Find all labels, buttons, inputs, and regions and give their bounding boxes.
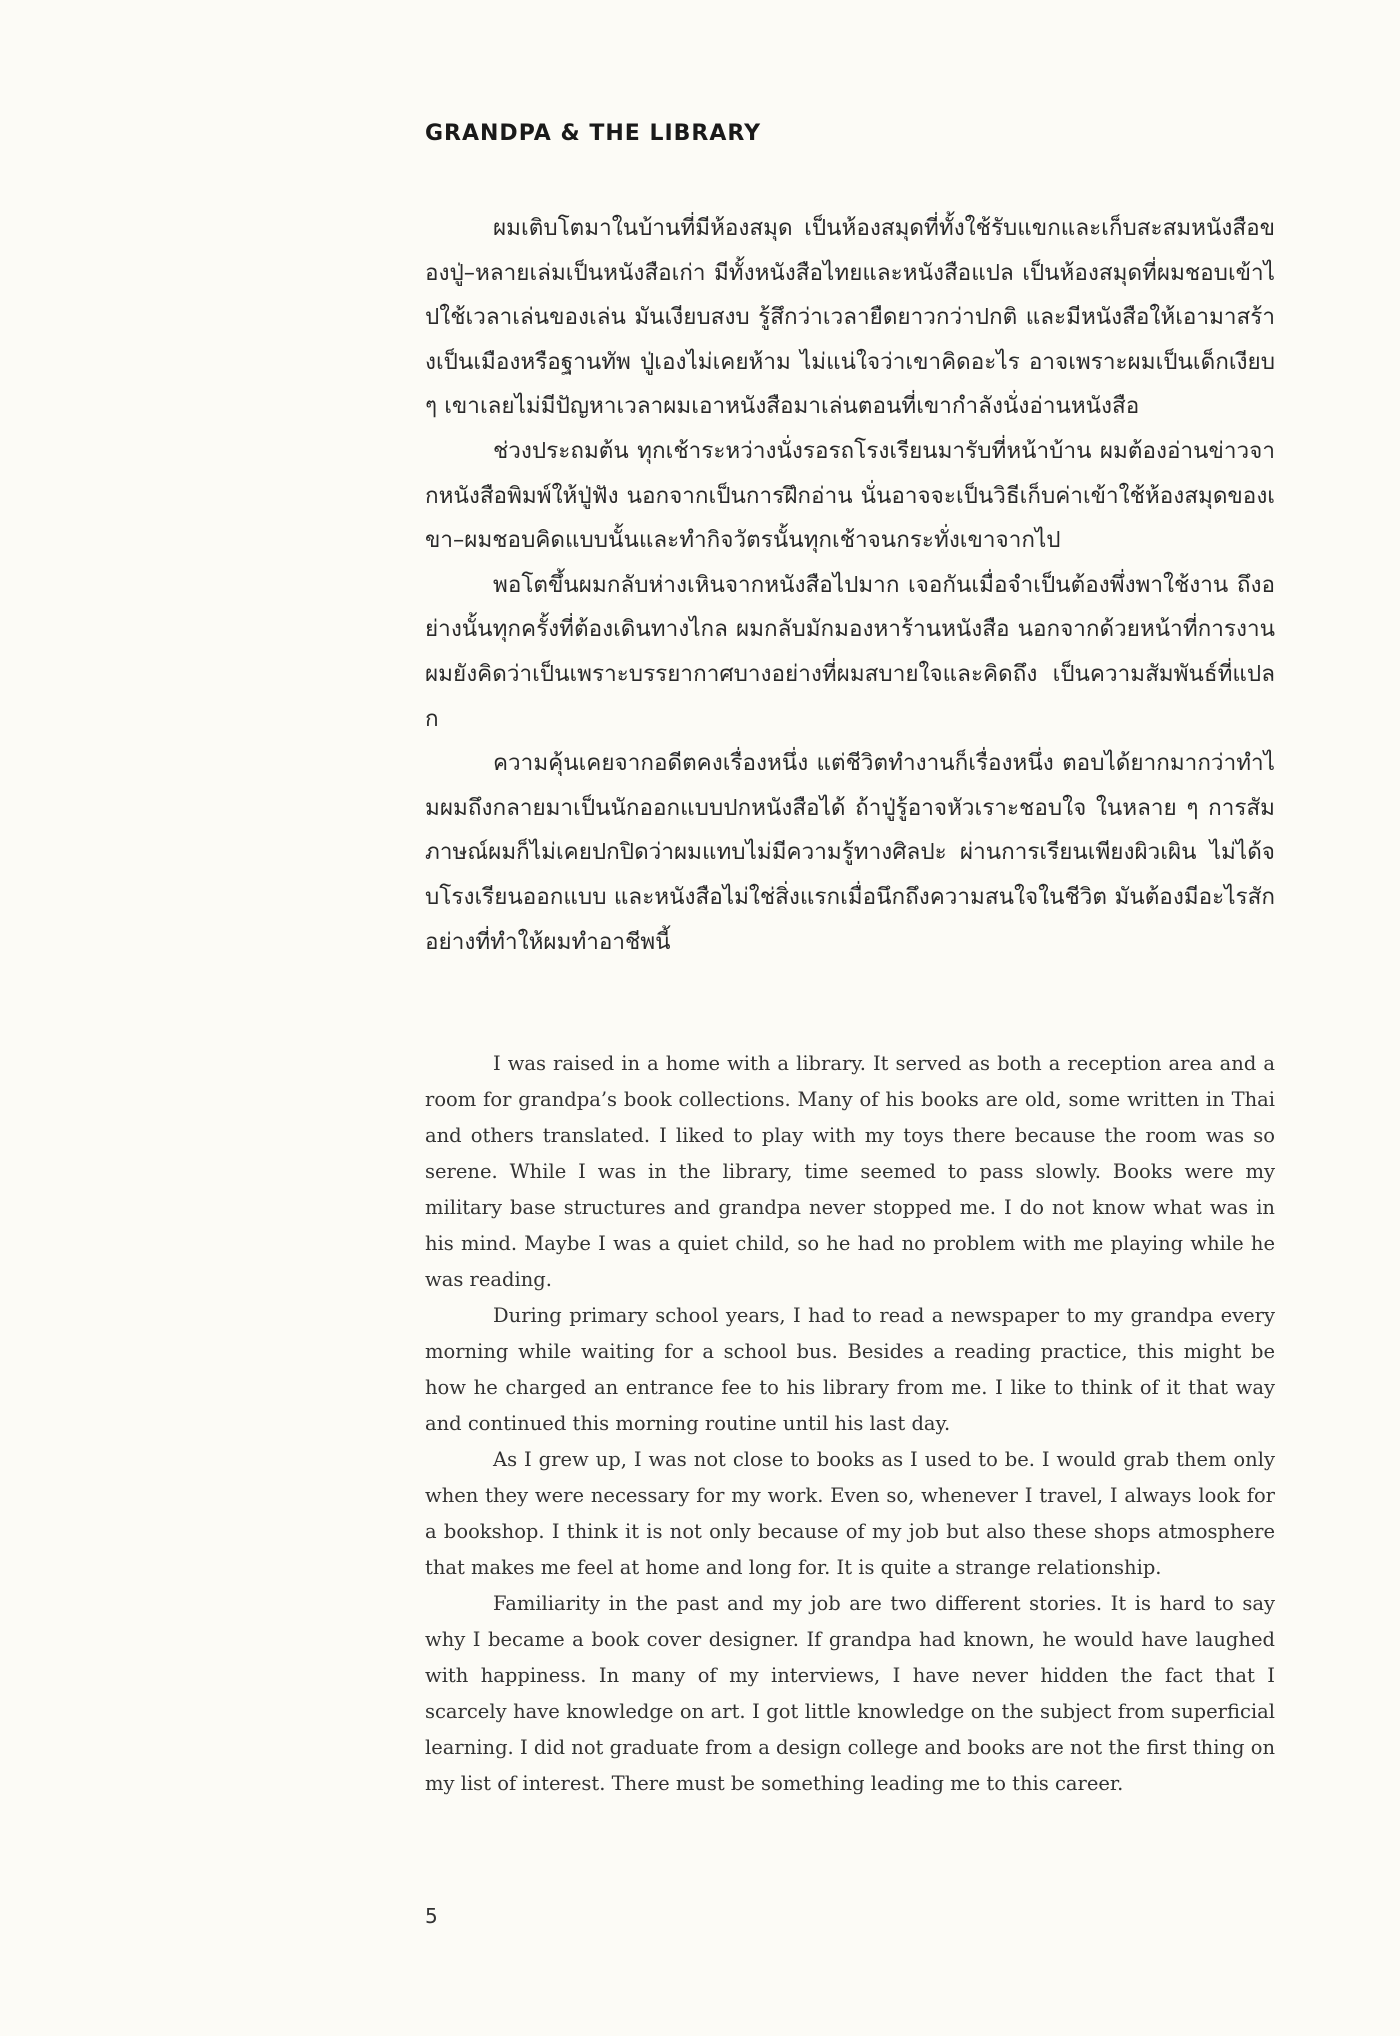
english-paragraph: I was raised in a home with a library. It served as both a reception area and a room for grandpa’s book collections. Many of his books are old, some written in Thai and others translated. I liked to play with my toys there because the room was so serene. While I was in the library, time seemed to pass slowly. Books were my military base structures and grandpa never stopped me. I do not know what was in his mind. Maybe I was a quiet child, so he had no problem with me playing while he was reading. xyxy=(425,1052,1275,1291)
thai-paragraph: ความคุ้นเคยจากอดีตคงเรื่องหนึ่ง แต่ชีวิตทำงานก็เรื่องหนึ่ง ตอบได้ยากมากว่าทำไมผมถึงกลายมาเป็นนักออกแบบปกหนังสือได้ ถ้าปู่รู้อาจหัวเราะชอบใจ ในหลาย ๆ การสัมภาษณ์ผมก็ไม่เคยปกปิดว่าผมแทบไม่มีความรู้ทางศิลปะ ผ่านการเรียนเพียงผิวเผิน ไม่ได้จบโรงเรียนออกแบบ และหนังสือไม่ใช่สิ่งแรกเมื่อนึกถึงความสนใจในชีวิต มันต้องมีอะไรสักอย่างที่ทำให้ผมทำอาชีพนี้ xyxy=(425,750,1275,955)
page-number: 5 xyxy=(425,1904,438,1928)
english-paragraph: During primary school years, I had to read a newspaper to my grandpa every morning while waiting for a school bus. Besides a reading practice, this might be how he charged an entrance fee to his library from me. I like to think of it that way and continued this morning routine until his last day. xyxy=(425,1304,1275,1435)
thai-paragraph: ช่วงประถมต้น ทุกเช้าระหว่างนั่งรอรถโรงเรียนมารับที่หน้าบ้าน ผมต้องอ่านข่าวจากหนังสือพิมพ์ให้ปู่ฟัง นอกจากเป็นการฝึกอ่าน นั่นอาจจะเป็นวิธีเก็บค่าเข้าใช้ห้องสมุดของเขา–ผมชอบคิดแบบนั้นและทำกิจวัตรนั้นทุกเช้าจนกระทั่งเขาจากไป xyxy=(425,437,1275,554)
thai-paragraph: ผมเติบโตมาในบ้านที่มีห้องสมุด เป็นห้องสมุดที่ทั้งใช้รับแขกและเก็บสะสมหนังสือของปู่–หลายเล่มเป็นหนังสือเก่า มีทั้งหนังสือไทยและหนังสือแปล เป็นห้องสมุดที่ผมชอบเข้าไปใช้เวลาเล่นของเล่น มันเงียบสงบ รู้สึกว่าเวลายืดยาวกว่าปกติ และมีหนังสือให้เอามาสร้างเป็นเมืองหรือฐานทัพ ปู่เองไม่เคยห้าม ไม่แน่ใจว่าเขาคิดอะไร อาจเพราะผมเป็นเด็กเงียบ ๆ เขาเลยไม่มีปัญหาเวลาผมเอาหนังสือมาเล่นตอนที่เขากำลังนั่งอ่านหนังสือ xyxy=(425,215,1275,420)
thai-paragraph: พอโตขึ้นผมกลับห่างเหินจากหนังสือไปมาก เจอกันเมื่อจำเป็นต้องพึ่งพาใช้งาน ถึงอย่างนั้นทุกครั้งที่ต้องเดินทางไกล ผมกลับมักมองหาร้านหนังสือ นอกจากด้วยหน้าที่การงาน ผมยังคิดว่าเป็นเพราะบรรยากาศบางอย่างที่ผมสบายใจและคิดถึง เป็นความสัมพันธ์ที่แปลก xyxy=(425,571,1275,732)
english-paragraph: As I grew up, I was not close to books as I used to be. I would grab them only when they were necessary for my work. Even so, whenever I travel, I always look for a bookshop. I think it is not only because of my job but also these shops atmosphere that makes me feel at home and long for. It is quite a strange relationship. xyxy=(425,1448,1275,1579)
english-paragraph: Familiarity in the past and my job are two different stories. It is hard to say why I became a book cover designer. If grandpa had known, he would have laughed with happiness. In many of my interviews, I have never hidden the fact that I scarcely have knowledge on art. I got little knowledge on the subject from superficial learning. I did not graduate from a design college and books are not the first thing on my list of interest. There must be something leading me to this career. xyxy=(425,1592,1276,1795)
thai-text-section xyxy=(425,206,1275,964)
chapter-title: GRANDPA & THE LIBRARY xyxy=(425,121,762,146)
english-text-section xyxy=(425,1046,1275,1802)
